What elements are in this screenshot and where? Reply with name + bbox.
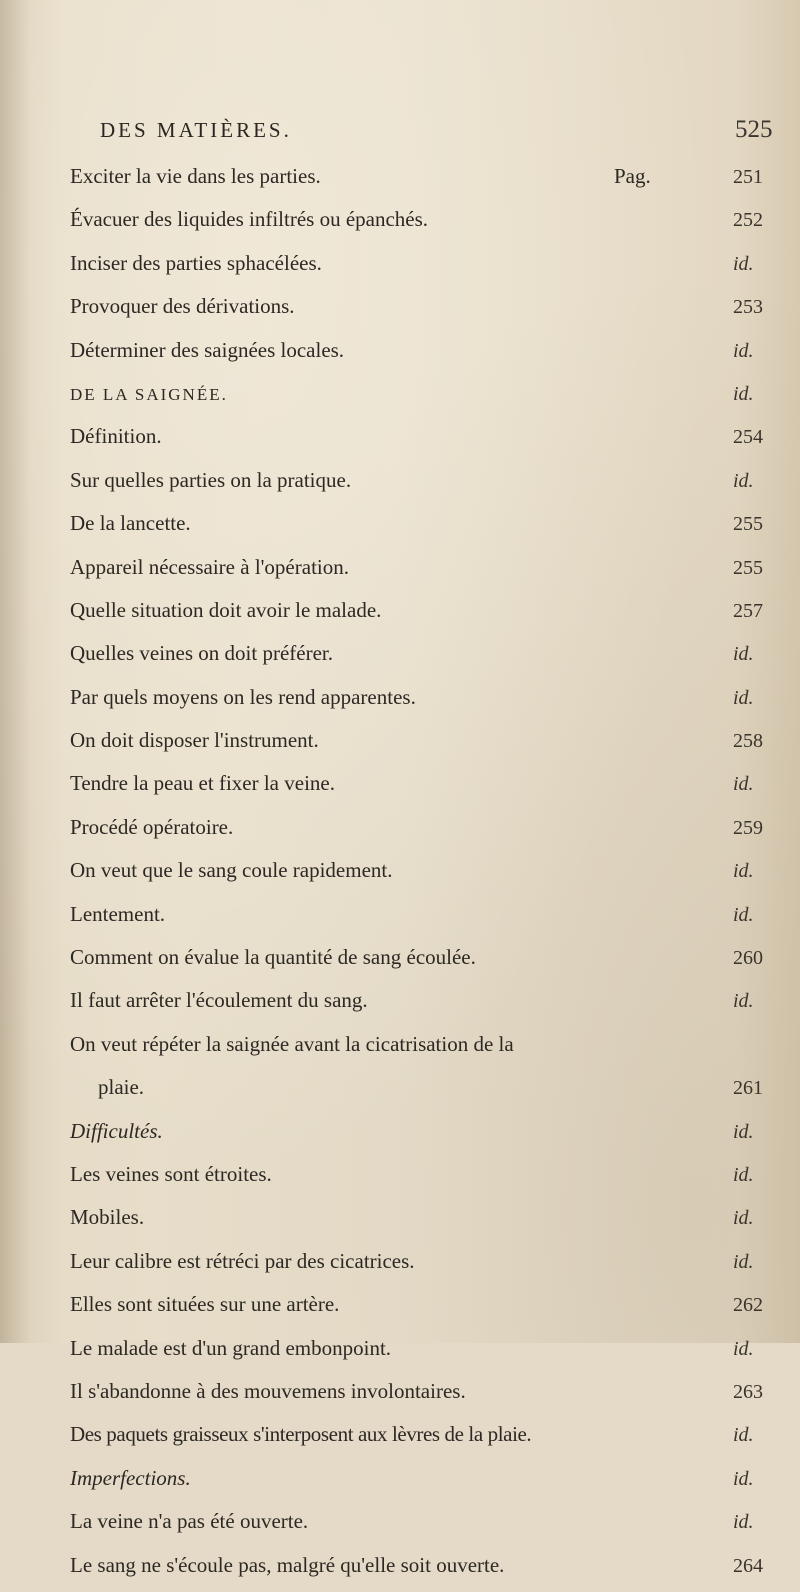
entry-title: Elles sont situées sur une artère. (70, 1292, 340, 1317)
entry-title-continuation: plaie. (98, 1075, 145, 1100)
toc-entry (0, 724, 800, 767)
toc-entry (0, 377, 800, 420)
entry-title: Comment on évalue la quantité de sang écoulée. (70, 945, 476, 970)
toc-entry (0, 1288, 800, 1331)
entry-title: La veine n'a pas été ouverte. (70, 1509, 309, 1534)
entry-page: id. (733, 1467, 754, 1490)
entry-title: Leur calibre est rétréci par des cicatrices. (70, 1248, 415, 1273)
toc-entry (0, 420, 800, 463)
entry-title: Procédé opératoire. (70, 814, 234, 839)
entry-title: Les veines sont étroites. (70, 1161, 272, 1186)
entry-page: 255 (733, 556, 763, 579)
toc-entry (0, 854, 800, 897)
entry-title: Le malade est d'un grand embonpoint. (70, 1335, 392, 1360)
toc-entry (0, 1158, 800, 1201)
toc-entry (0, 203, 800, 246)
entry-title: De la lancette. (70, 511, 191, 536)
toc-entry (0, 637, 800, 680)
entry-page: id. (733, 1424, 754, 1447)
entry-title: Inciser des parties sphacélées. (70, 250, 322, 275)
entry-title: Évacuer des liquides infiltrés ou épanchés. (70, 207, 429, 232)
entry-page: id. (733, 643, 754, 666)
entry-title: Sur quelles parties on la pratique. (70, 467, 352, 492)
toc-entry (0, 1549, 800, 1592)
table-of-contents (0, 160, 800, 1592)
entry-title: Il faut arrêter l'écoulement du sang. (70, 988, 368, 1013)
toc-entry (0, 1418, 800, 1461)
entry-page: 260 (733, 947, 763, 970)
subsection-heading: Difficultés. (70, 1118, 163, 1143)
entry-page: id. (733, 1337, 754, 1360)
toc-entry (0, 507, 800, 550)
entry-page: 252 (733, 209, 763, 232)
toc-entry (0, 1115, 800, 1158)
entry-title: Des paquets graisseux s'interposent aux lèvres de la plaie. (70, 1422, 532, 1447)
entry-page: id. (733, 686, 754, 709)
entry-title: Tendre la peau et fixer la veine. (70, 771, 335, 796)
toc-entry (0, 160, 800, 203)
toc-entry (0, 1332, 800, 1375)
entry-page: id. (733, 1120, 754, 1143)
entry-page: 257 (733, 599, 763, 622)
entry-title: Provoquer des dérivations. (70, 294, 295, 319)
entry-page: 263 (733, 1380, 763, 1403)
entry-title: Quelle situation doit avoir le malade. (70, 597, 382, 622)
toc-entry (0, 1071, 800, 1114)
entry-title: On doit disposer l'instrument. (70, 728, 319, 753)
entry-page: 251 (733, 166, 763, 188)
subsection-heading: Imperfections. (70, 1465, 191, 1490)
entry-page: id. (733, 339, 754, 362)
toc-entry (0, 941, 800, 984)
toc-entry (0, 1462, 800, 1505)
toc-entry (0, 247, 800, 290)
entry-page: 259 (733, 816, 763, 839)
entry-title: Définition. (70, 424, 162, 449)
entry-page: 264 (733, 1554, 763, 1577)
entry-title: On veut que le sang coule rapidement. (70, 858, 393, 883)
toc-entry (0, 1375, 800, 1418)
entry-page: id. (733, 1250, 754, 1273)
entry-page: 255 (733, 513, 763, 536)
toc-entry (0, 811, 800, 854)
page-header (0, 118, 800, 148)
entry-title: Le sang ne s'écoule pas, malgré qu'elle soit ouverte. (70, 1552, 505, 1577)
entry-page: id. (733, 990, 754, 1013)
entry-title: Appareil nécessaire à l'opération. (70, 554, 349, 579)
entry-page: id. (733, 903, 754, 926)
toc-entry (0, 984, 800, 1027)
toc-entry (0, 290, 800, 333)
entry-page: 253 (733, 296, 763, 319)
toc-entry (0, 594, 800, 637)
entry-page: id. (733, 382, 754, 405)
entry-title: Lentement. (70, 901, 166, 926)
entry-page: 261 (733, 1077, 763, 1100)
entry-page: id. (733, 252, 754, 275)
entry-title: Il s'abandonne à des mouvemens involontaires. (70, 1378, 466, 1403)
entry-page: 262 (733, 1294, 763, 1317)
toc-entry (0, 464, 800, 507)
entry-page: id. (733, 773, 754, 796)
pag-label: Pag. (614, 164, 651, 188)
entry-title: On veut répéter la saignée avant la cicatrisation de la (70, 1031, 514, 1056)
entry-page: id. (733, 1511, 754, 1534)
toc-entry (0, 1201, 800, 1244)
section-heading: DE LA SAIGNÉE. (70, 384, 228, 404)
toc-entry (0, 1505, 800, 1548)
entry-title: Exciter la vie dans les parties. (70, 164, 321, 188)
toc-entry (0, 1245, 800, 1288)
entry-title: Quelles veines on doit préférer. (70, 641, 333, 666)
entry-page: 258 (733, 730, 763, 753)
toc-entry (0, 334, 800, 377)
entry-page: 254 (733, 426, 763, 449)
toc-entry (0, 898, 800, 941)
toc-entry (0, 681, 800, 724)
toc-entry (0, 1028, 800, 1071)
entry-page: id. (733, 860, 754, 883)
entry-page: id. (733, 1163, 754, 1186)
entry-title: Déterminer des saignées locales. (70, 337, 345, 362)
running-head: DES MATIÈRES. (100, 118, 292, 142)
toc-entry (0, 767, 800, 810)
entry-page: id. (733, 469, 754, 492)
page-number: 525 (735, 116, 773, 143)
toc-entry (0, 551, 800, 594)
entry-title: Par quels moyens on les rend apparentes. (70, 684, 416, 709)
entry-title: Mobiles. (70, 1205, 145, 1230)
entry-page: id. (733, 1207, 754, 1230)
